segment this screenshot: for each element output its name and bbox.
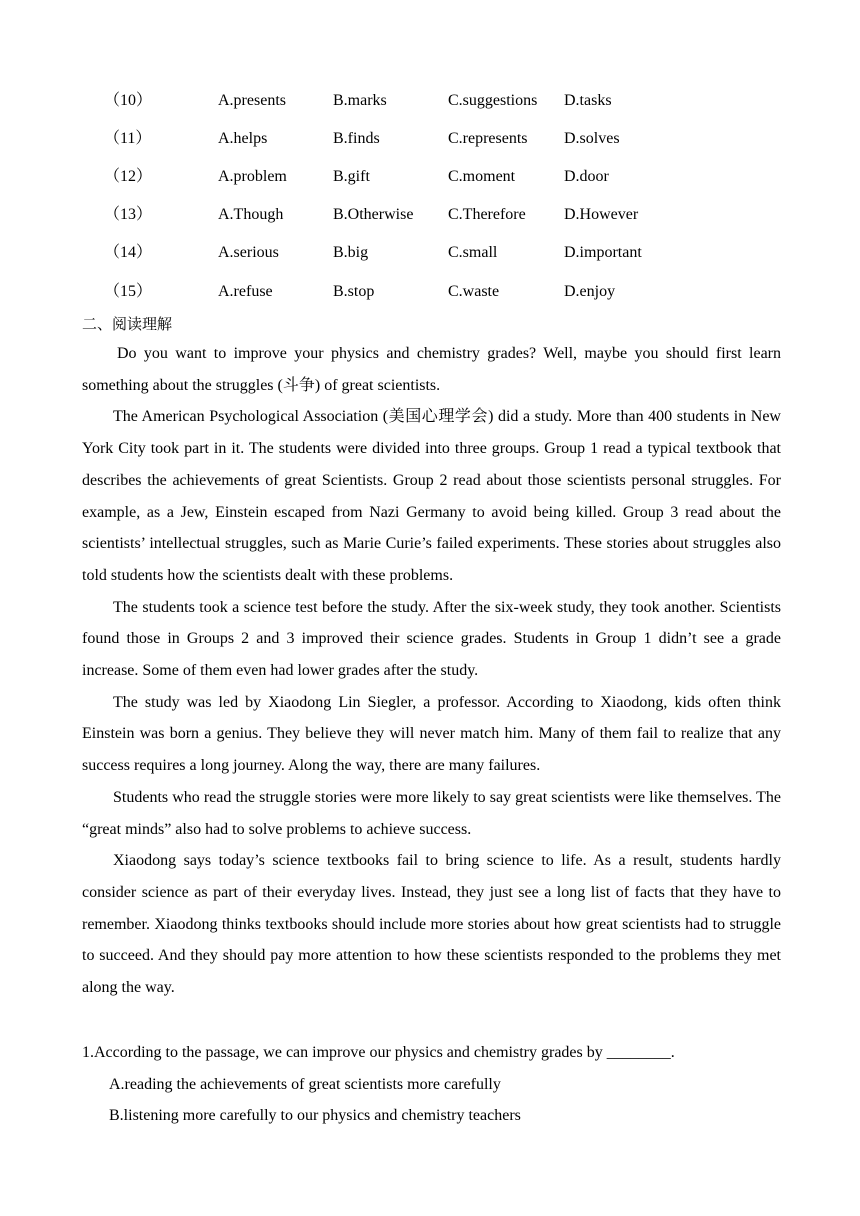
option-c: C.waste xyxy=(448,283,500,300)
passage-paragraph: Xiaodong says today’s science textbooks fail to bring science to life. As a result, students hardly consider science as part of their everyday lives. Instead, they just see a long list of facts that they have to remember. Xiaodong thinks textbooks should include more stories about how great scientists had to struggle to succeed. And they should pay more attention to how these scientists responded to the problems they met along the way. xyxy=(82,852,781,997)
question-number: （10） xyxy=(104,92,153,109)
question-number: （13） xyxy=(104,206,153,223)
option-c: C.moment xyxy=(448,168,516,185)
option-a: A.helps xyxy=(218,130,268,147)
option-d: D.However xyxy=(564,206,639,223)
passage-paragraph: Students who read the struggle stories were more likely to say great scientists were like themselves. The “great minds” also had to solve problems to achieve success. xyxy=(82,788,781,838)
option-b: B.gift xyxy=(333,168,370,185)
option-a: A.Though xyxy=(218,206,284,223)
option-b: B.marks xyxy=(333,92,387,109)
option-c: C.Therefore xyxy=(448,206,526,223)
option-b: B.finds xyxy=(333,130,380,147)
reading-passage xyxy=(82,338,781,1004)
option-c: C.represents xyxy=(448,130,528,147)
option-c: C.small xyxy=(448,244,498,261)
passage-paragraph: Do you want to improve your physics and chemistry grades? Well, maybe you should first learn something about the struggles (斗争) of great scientists. xyxy=(82,345,781,394)
section-heading: 二、阅读理解 xyxy=(82,315,173,333)
option-d: D.tasks xyxy=(564,92,612,109)
option-d: D.enjoy xyxy=(564,283,616,300)
option-b: B.stop xyxy=(333,283,375,300)
question-option-b: B.listening more carefully to our physics and chemistry teachers xyxy=(109,1107,521,1125)
option-d: D.important xyxy=(564,244,642,261)
question-number: （15） xyxy=(104,283,153,300)
question-number: （14） xyxy=(104,244,153,261)
passage-paragraph: The American Psychological Association (美国心理学会) did a study. More than 400 students in New York City took part in it. The students were divided into three groups. Group 1 read a typical textbook that describes the achievements of great Scientists. Group 2 read about those scientists personal struggles. For example, as a Jew, Einstein escaped from Nazi Germany to avoid being killed. Group 3 read about the scientists’ intellectual struggles, such as Marie Curie’s failed experiments. These stories about struggles also told students how the scientists dealt with these problems. xyxy=(82,408,781,584)
option-a: A.serious xyxy=(218,244,279,261)
option-b: B.Otherwise xyxy=(333,206,414,223)
passage-paragraph: The students took a science test before the study. After the six-week study, they took another. Scientists found those in Groups 2 and 3 improved their science grades. Students in Group 1 didn’t see a grade increase. Some of them even had lower grades after the study. xyxy=(82,598,781,680)
option-d: D.door xyxy=(564,168,609,185)
question-1 xyxy=(82,1037,781,1132)
option-c: C.suggestions xyxy=(448,92,538,109)
question-option-a: A.reading the achievements of great scientists more carefully xyxy=(109,1075,501,1093)
passage-paragraph: The study was led by Xiaodong Lin Siegler, a professor. According to Xiaodong, kids often think Einstein was born a genius. They believe they will never match him. Many of them fail to realize that any success requires a long journey. Along the way, there are many failures. xyxy=(82,693,781,775)
question-number: （11） xyxy=(104,130,152,147)
option-a: A.presents xyxy=(218,92,286,109)
question-number: （12） xyxy=(104,168,153,185)
option-d: D.solves xyxy=(564,130,620,147)
option-a: A.problem xyxy=(218,168,287,185)
question-stem: 1.According to the passage, we can improve our physics and chemistry grades by ________. xyxy=(82,1044,675,1061)
option-a: A.refuse xyxy=(218,283,273,300)
option-b: B.big xyxy=(333,244,369,261)
